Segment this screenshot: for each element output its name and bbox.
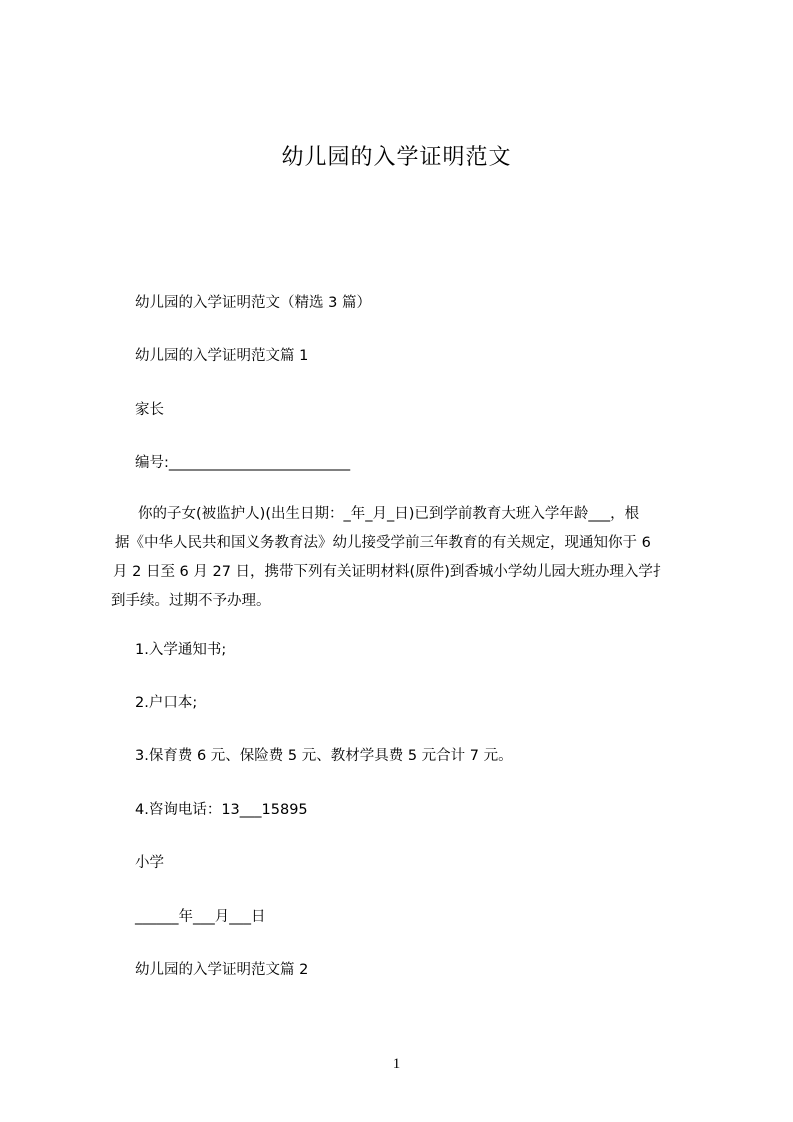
number-label: 编号:_________________________	[135, 455, 351, 471]
body-line: 你的子女(被监护人)(出生日期：_年_月_日)已到学前教育大班入学年龄___，根	[138, 506, 640, 522]
list-item: 3.保育费 6 元、保险费 5 元、教材学具费 5 元合计 7 元。	[135, 748, 513, 764]
page-number: 1	[392, 1056, 401, 1072]
body-line: 据《中华人民共和国义务教育法》幼儿接受学前三年教育的有关规定，现通知你于 6	[115, 535, 651, 551]
list-item: 4.咨询电话：13___15895	[135, 802, 308, 818]
signature: 小学	[135, 855, 164, 871]
document-title: 幼儿园的入学证明范文	[281, 145, 512, 170]
list-item: 2.户口本;	[135, 695, 198, 711]
section1-heading: 幼儿园的入学证明范文篇 1	[135, 348, 309, 364]
date-line: ______年___月___日	[135, 909, 266, 925]
body-paragraph	[111, 500, 703, 616]
section2-heading: 幼儿园的入学证明范文篇 2	[135, 962, 309, 978]
body-line: 月 2 日至 6 月 27 日，携带下列有关证明材料(原件)到香城小学幼儿园大班办理入学扌	[113, 564, 668, 580]
list-item: 1.入学通知书;	[135, 642, 227, 658]
addressee: 家长	[135, 402, 164, 418]
subtitle: 幼儿园的入学证明范文（精选 3 篇）	[135, 295, 371, 311]
body-line: 到手续。过期不予办理。	[111, 593, 271, 609]
